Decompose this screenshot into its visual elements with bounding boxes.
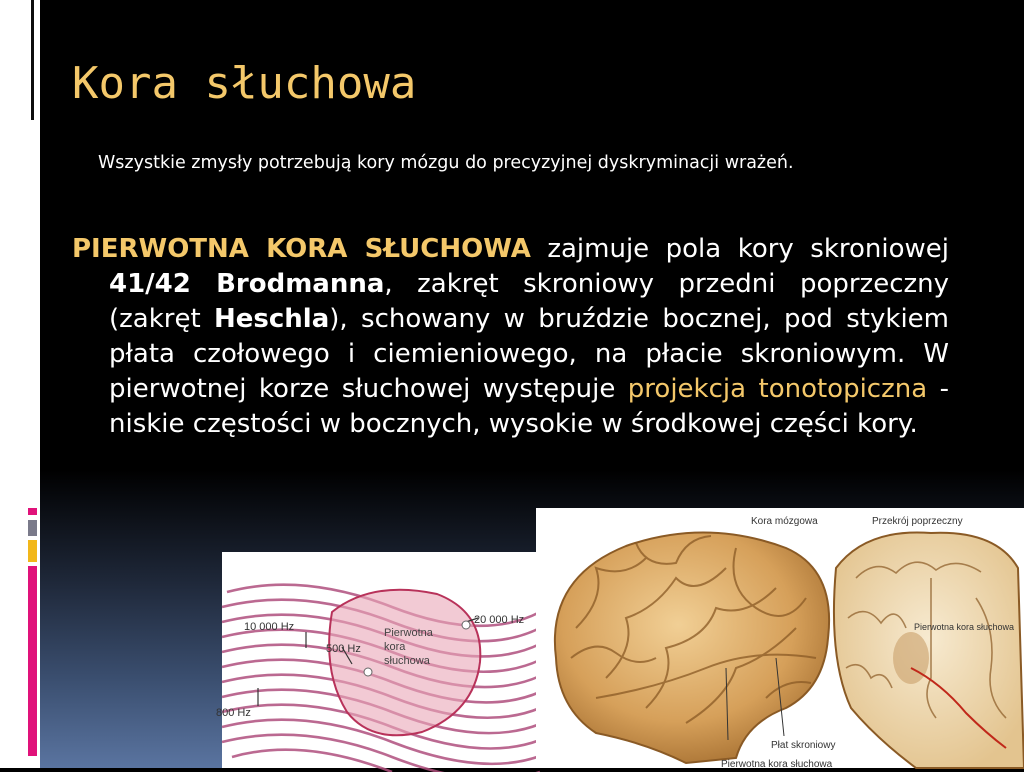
body-paragraph	[72, 232, 949, 442]
region-label-3: słuchowa	[384, 655, 430, 667]
brain-illustration-image	[536, 508, 1024, 768]
accent-bar-gray	[28, 520, 37, 536]
frame-line	[31, 0, 34, 120]
label-cortex: Kora mózgowa	[751, 516, 818, 527]
brodmann-term: 41/42 Brodmanna	[109, 269, 385, 299]
freq-label-800: 800 Hz	[216, 707, 251, 719]
freq-label-20000: 20 000 Hz	[474, 614, 525, 626]
label-cross-section: Przekrój poprzeczny	[872, 516, 963, 527]
label-temporal-lobe: Płat skroniowy	[771, 740, 836, 751]
freq-label-500: 500 Hz	[326, 643, 361, 655]
left-frame	[0, 0, 40, 768]
tonotopic-map-image	[216, 552, 540, 768]
frame-white	[0, 0, 28, 768]
slide-title: Kora słuchowa	[72, 58, 417, 109]
label-primary-section: Pierwotna kora słuchowa	[914, 622, 1015, 632]
lead-term: PIERWOTNA KORA SŁUCHOWA	[72, 234, 531, 264]
accent-bar-pink	[28, 566, 37, 756]
region-label-1: Pierwotna	[384, 627, 433, 639]
tonotopic-map-drawing	[216, 552, 540, 768]
body-text-2: , zakręt skroniowy przedni poprzeczny (zakręt	[109, 269, 949, 334]
freq-label-10000: 10 000 Hz	[244, 621, 295, 633]
projection-term: projekcja tonotopiczna	[627, 374, 928, 404]
accent-bar-yellow	[28, 540, 37, 562]
body-text-4: - niskie częstości w bocznych, wysokie w środkowej części kory.	[109, 374, 949, 439]
accent-bar-pink-small	[28, 508, 37, 515]
slide-subtitle: Wszystkie zmysły potrzebują kory mózgu do precyzyjnej dyskryminacji wrażeń.	[98, 153, 794, 173]
region-label-2: kora	[384, 641, 406, 653]
heschl-term: Heschla	[214, 304, 330, 334]
body-text-3: ), schowany w bruździe bocznej, pod stykiem płata czołowego i ciemieniowego, na płacie skroniowym. W pierwotnej korze słuchowej występuje	[109, 304, 949, 404]
brain-drawing	[536, 508, 1024, 768]
label-primary-bottom: Pierwotna kora słuchowa	[721, 759, 833, 770]
body-text-1: zajmuje pola kory skroniowej	[530, 234, 950, 264]
